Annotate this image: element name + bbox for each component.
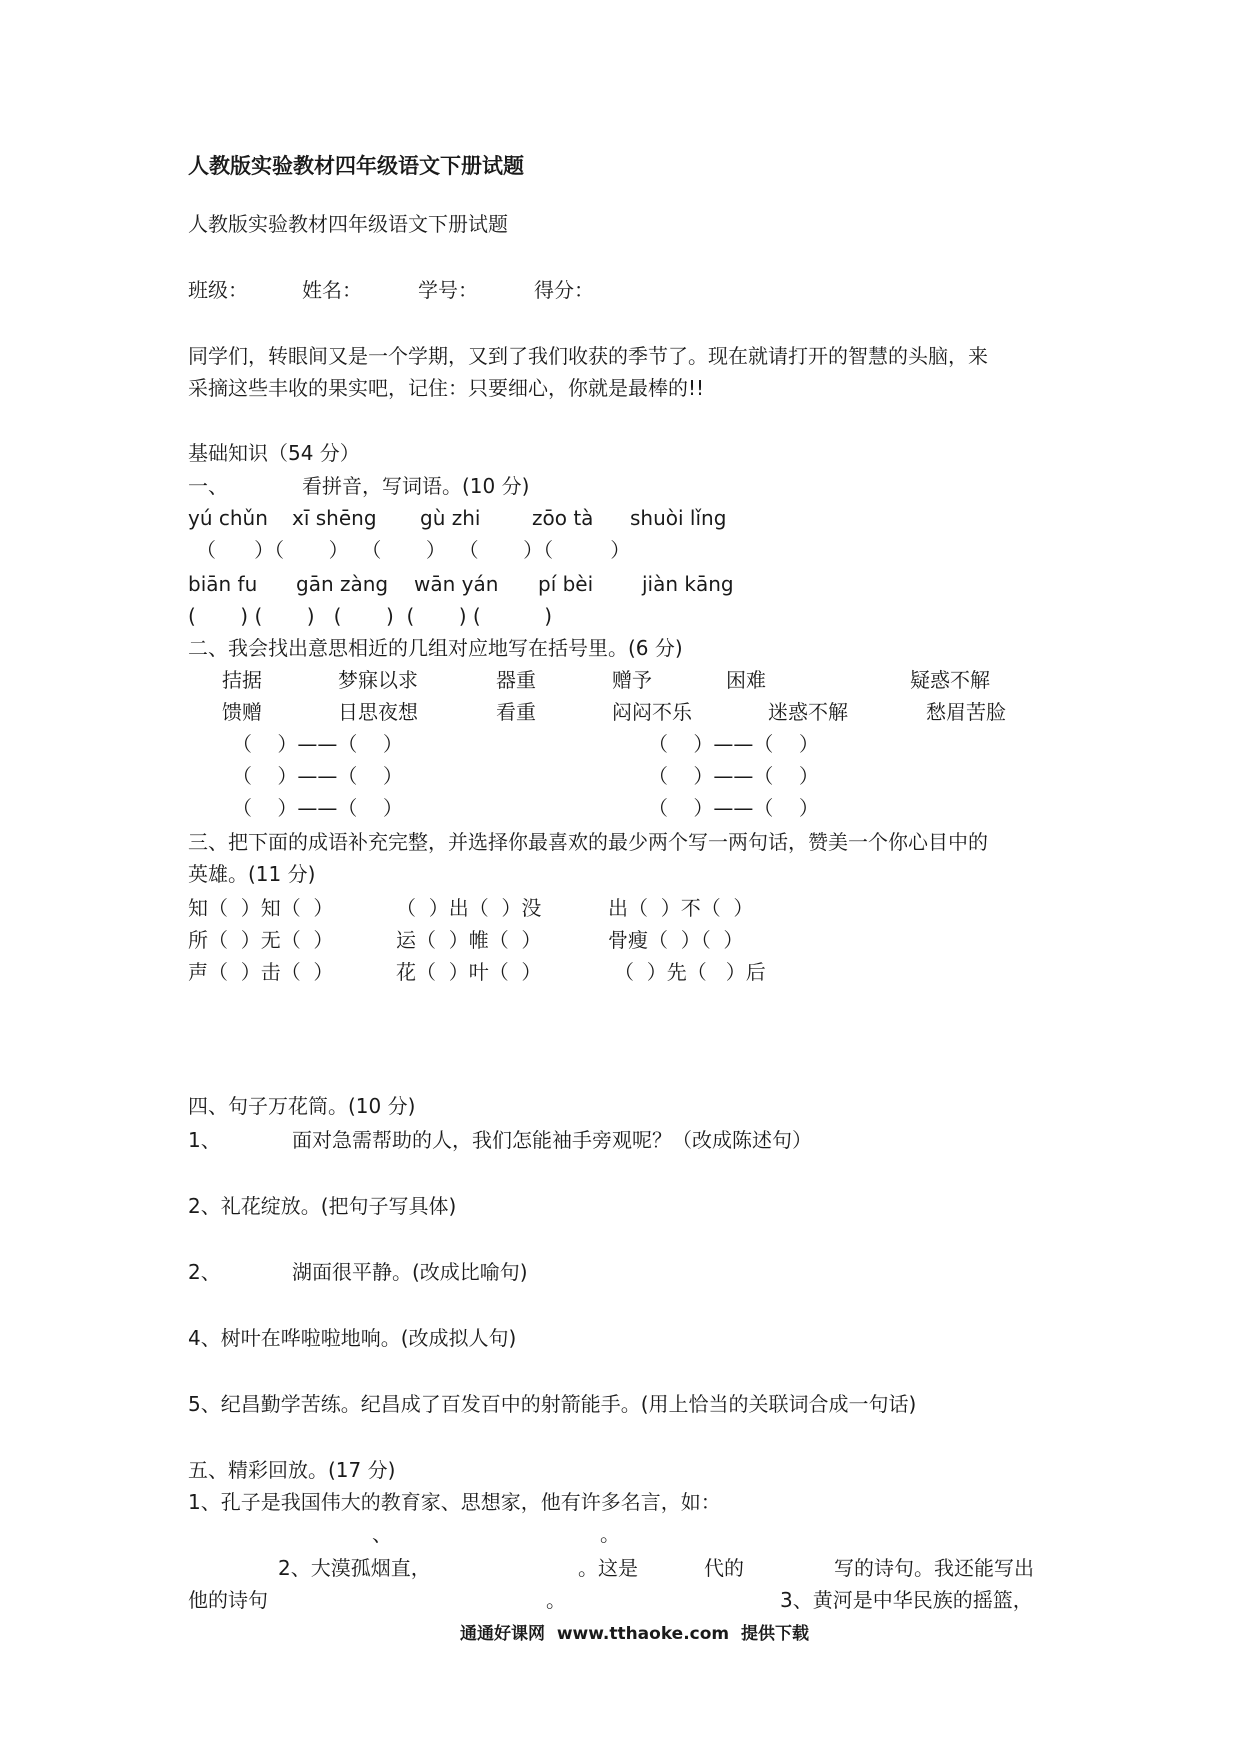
idiom-1-3: 出（ ）不（ ） — [608, 896, 754, 920]
pinyin-2-1: biān fu — [188, 572, 258, 596]
pinyin-1-5: shuòi lǐng — [630, 506, 727, 530]
q5-item-2e: 他的诗句 — [188, 1588, 268, 1612]
q4-sentence-3: 湖面很平静。(改成比喻句) — [292, 1260, 528, 1284]
idiom-1-1: 知（ ）知（ ） — [188, 896, 334, 920]
q5-comma-mark: 、 — [372, 1522, 392, 1546]
idiom-2-3: 骨瘦（ ）（ ） — [608, 928, 744, 952]
q2-word-1-4: 赠予 — [612, 668, 652, 692]
q1-title: 看拼音，写词语。(10 分) — [302, 474, 530, 498]
pinyin-2-2: gān zàng — [296, 572, 389, 596]
q5-item-2b: 。这是 — [578, 1556, 638, 1580]
q1-prefix: 一、 — [188, 474, 228, 498]
document-subtitle: 人教版实验教材四年级语文下册试题 — [188, 212, 508, 236]
q2-pair-r1: （ ）——（ ） — [648, 732, 819, 756]
q2-pair-l3: （ ）——（ ） — [232, 796, 403, 820]
q2-word-2-1: 馈赠 — [222, 700, 262, 724]
q5-item-2d: 写的诗句。我还能写出 — [834, 1556, 1034, 1580]
idiom-2-2: 运（ ）帷（ ） — [396, 928, 542, 952]
section-basic-heading: 基础知识（54 分） — [188, 441, 360, 465]
intro-line-1: 同学们，转眼间又是一个学期，又到了我们收获的季节了。现在就请打开的智慧的头脑，来 — [188, 344, 988, 368]
q3-title-line-1: 三、把下面的成语补充完整，并选择你最喜欢的最少两个写一两句话，赞美一个你心目中的 — [188, 830, 988, 854]
q4-s1-num: 1、 — [188, 1128, 221, 1152]
q2-word-2-4: 闷闷不乐 — [612, 700, 692, 724]
q2-pair-r2: （ ）——（ ） — [648, 764, 819, 788]
q5-item-3: 3、黄河是中华民族的摇篮， — [780, 1588, 1033, 1612]
q4-sentence-1: 面对急需帮助的人，我们怎能袖手旁观呢？（改成陈述句） — [292, 1128, 812, 1152]
q2-title: 二、我会找出意思相近的几组对应地写在括号里。(6 分) — [188, 636, 683, 660]
pinyin-1-3: gù zhi — [420, 506, 481, 530]
q5-title: 五、精彩回放。(17 分) — [188, 1458, 396, 1482]
idiom-1-2: （ ）出（ ）没 — [396, 896, 542, 920]
q5-item-1: 1、孔子是我国伟大的教育家、思想家，他有许多名言，如： — [188, 1490, 721, 1514]
student-number-label: 学号： — [418, 278, 478, 302]
answer-blanks-row-1: （ ）（ ） （ ） （ ）（ ） — [196, 538, 631, 562]
idiom-3-1: 声（ ）击（ ） — [188, 960, 334, 984]
idiom-3-3: （ ）先（ ）后 — [614, 960, 766, 984]
pinyin-2-4: pí bèi — [538, 572, 594, 596]
q5-item-2f: 。 — [546, 1588, 566, 1612]
q2-pair-l2: （ ）——（ ） — [232, 764, 403, 788]
pinyin-2-5: jiàn kāng — [642, 572, 734, 596]
q2-word-1-5: 困难 — [726, 668, 766, 692]
q2-pair-r3: （ ）——（ ） — [648, 796, 819, 820]
q2-word-1-1: 拮据 — [222, 668, 262, 692]
q2-word-1-3: 器重 — [496, 668, 536, 692]
q5-item-2c: 代的 — [704, 1556, 744, 1580]
q2-word-2-5: 迷惑不解 — [768, 700, 848, 724]
q4-sentence-5: 5、纪昌勤学苦练。纪昌成了百发百中的射箭能手。(用上恰当的关联词合成一句话) — [188, 1392, 917, 1416]
score-label: 得分： — [534, 278, 594, 302]
q2-word-2-2: 日思夜想 — [338, 700, 418, 724]
idiom-3-2: 花（ ）叶（ ） — [396, 960, 542, 984]
q3-title-line-2: 英雄。(11 分) — [188, 862, 316, 886]
pinyin-1-1: yú chǔn — [188, 506, 268, 530]
pinyin-1-2: xī shēng — [292, 506, 377, 530]
q5-item-2a: 2、大漠孤烟直， — [278, 1556, 431, 1580]
q4-s3-num: 2、 — [188, 1260, 221, 1284]
q2-word-2-3: 看重 — [496, 700, 536, 724]
pinyin-2-3: wān yán — [414, 572, 499, 596]
q2-word-1-2: 梦寐以求 — [338, 668, 418, 692]
q2-word-2-6: 愁眉苦脸 — [926, 700, 1006, 724]
q4-sentence-4: 4、树叶在哗啦啦地响。(改成拟人句) — [188, 1326, 517, 1350]
q2-word-1-6: 疑惑不解 — [910, 668, 990, 692]
name-label: 姓名： — [302, 278, 362, 302]
class-label: 班级： — [188, 278, 248, 302]
q5-period-mark: 。 — [600, 1522, 620, 1546]
pinyin-1-4: zōo tà — [532, 506, 594, 530]
footer-source: 通通好课网 www.tthaoke.com 提供下载 — [460, 1624, 809, 1644]
document-title: 人教版实验教材四年级语文下册试题 — [188, 154, 524, 178]
answer-blanks-row-2: ( ) ( ) ( ) ( ) ( ) — [188, 604, 553, 628]
intro-line-2: 采摘这些丰收的果实吧，记住：只要细心，你就是最棒的!! — [188, 376, 705, 400]
q2-pair-l1: （ ）——（ ） — [232, 732, 403, 756]
idiom-2-1: 所（ ）无（ ） — [188, 928, 334, 952]
q4-sentence-2: 2、礼花绽放。(把句子写具体) — [188, 1194, 457, 1218]
q4-title: 四、句子万花筒。(10 分) — [188, 1094, 416, 1118]
